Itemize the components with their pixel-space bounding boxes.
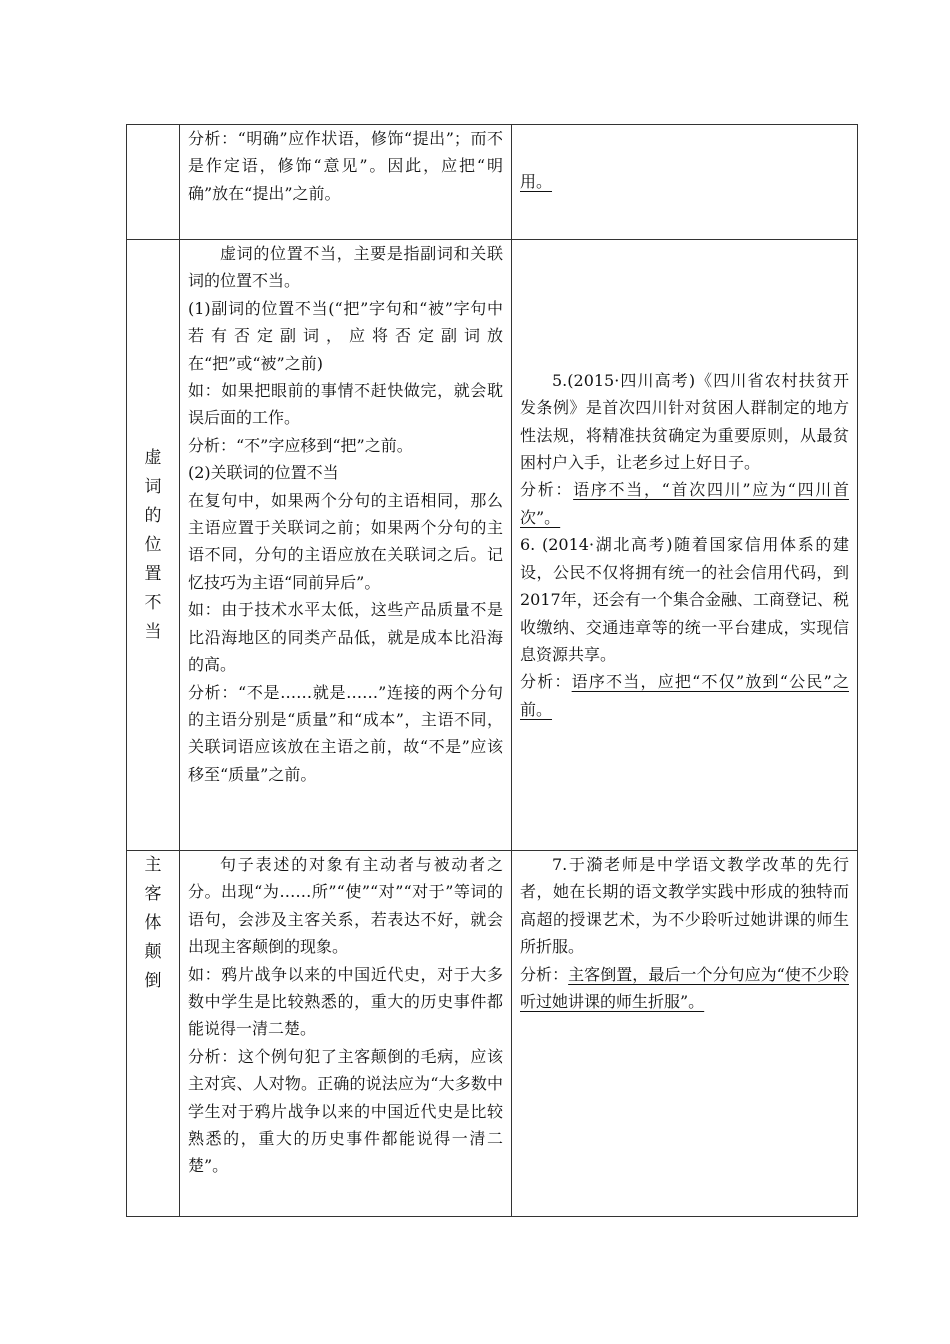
explanation-paragraph: 句子表述的对象有主动者与被动者之分。出现“为……所”“使”“对”“对于”等词的语句，会涉及主客关系，若表达不好，就会出现主客颠倒的现象。 xyxy=(188,855,503,957)
analysis-text: 分析：“不是……就是……”连接的两个分句的主语分别是“质量”和“成本”，主语不同，关联词语应该放在主语之前，故“不是”应该移至“质量”之前。 xyxy=(188,682,503,784)
category-label: 主客体颠倒 xyxy=(144,855,162,991)
table-row xyxy=(127,851,858,1217)
analysis-prefix: 分析： xyxy=(520,964,569,984)
example-cell xyxy=(512,240,858,851)
table-row xyxy=(127,240,858,851)
explanation-cell xyxy=(180,851,512,1217)
exercise-question: 5.(2015·四川高考)《四川省农村扶贫开发条例》是首次四川针对贫困人群制定的地方性法规，将精准扶贫确定为重要原则，从最贫困村户入手，让老乡过上好日子。 xyxy=(520,370,849,473)
answer-text: 用。 xyxy=(520,172,553,192)
explanation-cell xyxy=(180,240,512,851)
analysis-answer: 主客倒置，最后一个分句应为“使不少聆听过她讲课的师生折服”。 xyxy=(520,964,849,1012)
analysis-text: 分析：“不”字应移到“把”之前。 xyxy=(188,435,413,455)
explanation-paragraph: (1)副词的位置不当(“把”字句和“被”字句中若有否定副词，应将否定副词放在“把”或“被”之前) xyxy=(188,298,503,373)
explanation-cell xyxy=(180,125,512,240)
example-cell xyxy=(512,851,858,1217)
analysis-answer: 语序不当，应把“不仅”放到“公民”之前。 xyxy=(520,672,849,719)
explanation-paragraph: 分析：“明确”应作状语，修饰“提出”；而不是作定语，修饰“意见”。因此，应把“明确”放在“提出”之前。 xyxy=(188,129,503,203)
analysis-prefix: 分析： xyxy=(520,672,572,692)
explanation-paragraph: 虚词的位置不当，主要是指副词和关联词的位置不当。 xyxy=(188,244,503,291)
example-sentence: 如：如果把眼前的事情不赶快做完，就会耽误后面的工作。 xyxy=(188,381,503,428)
exercise-question: 6. (2014·湖北高考)随着国家信用体系的建设，公民不仅将拥有统一的社会信用代码，到2017年，还会有一个集合金融、工商登记、税收缴纳、交通违章等的统一平台建成，实现信息资源共享。 xyxy=(520,535,849,664)
category-cell xyxy=(127,240,180,851)
example-sentence: 如：由于技术水平太低，这些产品质量不是比沿海地区的同类产品低，就是成本比沿海的高。 xyxy=(188,600,503,675)
category-label: 虚词的位置不当 xyxy=(144,447,162,642)
example-sentence: 如：鸦片战争以来的中国近代史，对于大多数中学生是比较熟悉的，重大的历史事件都能说得一清二楚。 xyxy=(188,964,503,1039)
category-cell xyxy=(127,851,180,1217)
analysis-prefix: 分析： xyxy=(520,480,574,500)
subheading: (2)关联词的位置不当 xyxy=(188,463,339,483)
grammar-table xyxy=(126,124,858,1217)
analysis-answer: 语序不当，“首次四川”应为“四川首次”。 xyxy=(520,480,849,527)
exercise-analysis xyxy=(520,961,849,1016)
category-cell xyxy=(127,125,180,240)
exercise-analysis xyxy=(520,476,849,531)
exercise-analysis xyxy=(520,668,849,723)
table-row xyxy=(127,125,858,240)
exercise-question: 7.于漪老师是中学语文教学改革的先行者，她在长期的语文教学实践中形成的独特而高超的授课艺术，为不少聆听过她讲课的师生所折服。 xyxy=(520,855,849,957)
analysis-text: 分析：这个例句犯了主客颠倒的毛病，应该主对宾、人对物。正确的说法应为“大多数中学生对于鸦片战争以来的中国近代史是比较熟悉的，重大的历史事件都能说得一清二楚”。 xyxy=(188,1046,503,1176)
example-cell xyxy=(512,125,858,240)
explanation-paragraph: 在复句中，如果两个分句的主语相同，那么主语应置于关联词之前；如果两个分句的主语不同，分句的主语应放在关联词之后。记忆技巧为主语“同前异后”。 xyxy=(188,490,503,592)
